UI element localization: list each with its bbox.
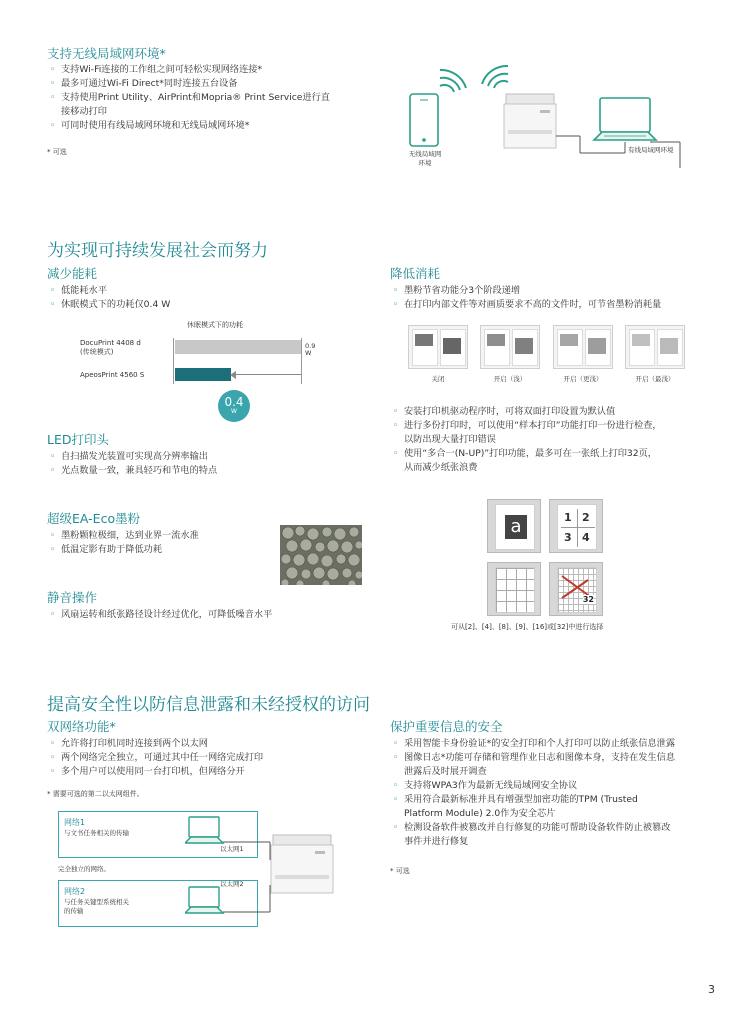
reduce-consumables-title: 降低消耗 [390, 266, 441, 281]
reduce-power-bullets [47, 284, 347, 312]
list-item: ◦ 支持Wi-Fi连接的工作组之间可轻松实现网络连接* [47, 63, 367, 77]
protect-title: 保护重要信息的安全 [390, 719, 503, 734]
list-item: 接移动打印 [61, 106, 107, 117]
quiet-title: 静音操作 [47, 590, 98, 605]
led-title: LED打印头 [47, 432, 109, 447]
toner-save-thumb-off [408, 325, 468, 369]
thumb-label-light: 开启（浅） [493, 375, 527, 383]
nup-tile-16 [487, 562, 541, 616]
network-2-title: 网络2 [64, 887, 86, 896]
toner-save-thumb-lighter [553, 325, 613, 369]
laptop-icon [594, 98, 656, 140]
list-item: ◦ 检测设备软件被篡改并自行修复的功能可帮助设备软件防止被篡改 [390, 821, 720, 835]
wifi-icon [482, 66, 508, 88]
list-item: ◦ 休眠模式下的功耗仅0.4 W [47, 298, 347, 312]
power-chart [80, 320, 340, 420]
list-item: ◦ 低能耗水平 [47, 284, 347, 298]
wireless-lan-label: 无线局域网 环境 [408, 150, 442, 167]
list-item: ◦ 安装打印机驱动程序时，可将双面打印设置为默认值 [390, 405, 720, 419]
list-item: ◦ 采用符合最新标准并具有增强型加密功能的TPM (Trusted [390, 793, 720, 807]
list-item: ◦ 墨粉颗粒极细，达到业界一流水准 [47, 529, 277, 543]
laptop-icon [185, 887, 223, 913]
toner-particles-image [280, 525, 362, 585]
printer-image [504, 94, 556, 148]
list-item: ◦ 使用“多合一(N-UP)”打印功能，最多可在一张纸上打印32页， [390, 447, 720, 461]
smartphone-icon [410, 94, 438, 146]
chart-title: 休眠模式下的功耗 [187, 321, 243, 329]
toner-save-thumb-lightest [625, 325, 685, 369]
toner-bullets [47, 529, 277, 557]
toner-save-thumb-light [480, 325, 540, 369]
protect-note: * 可选 [390, 867, 410, 875]
bar-new [175, 368, 231, 381]
network-1-desc: 与文书任务相关的传输 [64, 829, 129, 837]
list-item: 泄露后及时展开调查 [404, 766, 487, 777]
list-item: ◦ 墨粉节省功能分3个阶段递增 [390, 284, 710, 298]
bar1-label: DocuPrint 4408 d (传统模式) [80, 339, 141, 356]
list-item: ◦ 在打印内部文件等对画质要求不高的文件时，可节省墨粉消耗量 [390, 298, 710, 312]
bar1-value: 0.9 W [305, 342, 316, 357]
dual-network-note: * 需要可选的第二以太网组件。 [47, 790, 144, 798]
arrow-line [233, 374, 301, 375]
list-item: ◦ 进行多份打印时，可以使用“样本打印”功能打印一份进行检查， [390, 419, 720, 433]
list-item: ◦ 最多可通过Wi-Fi Direct*同时连接五台设备 [47, 77, 367, 91]
thumb-label-off: 关闭 [431, 375, 445, 383]
wifi-icon [440, 70, 466, 92]
list-item: ◦ 风扇运转和纸张路径设计经过优化，可降低噪音水平 [47, 608, 367, 622]
dual-network-bullets [47, 737, 367, 779]
list-item: ◦ 多个用户可以使用同一台打印机，但网络分开 [47, 765, 367, 779]
sustain-title: 为实现可持续发展社会而努力 [47, 241, 268, 261]
list-item: ◦ 采用智能卡身份验证*的安全打印和个人打印可以防止纸张信息泄露 [390, 737, 720, 751]
list-item: ◦ 自扫描发光装置可实现高分辨率输出 [47, 450, 347, 464]
protect-bullets [390, 737, 720, 849]
bar2-label: ApeosPrint 4560 S [80, 371, 145, 379]
list-item: ◦ 支持将WPA3作为最新无线局域网安全协议 [390, 779, 720, 793]
list-item: ◦ 两个网络完全独立，可通过其中任一网络完成打印 [47, 751, 367, 765]
ethernet-1-label: 以太网1 [220, 845, 244, 853]
led-bullets [47, 450, 347, 478]
wireless-note: * 可选 [47, 148, 67, 156]
nup-tile-1: a [487, 499, 541, 553]
isolation-note: 完全独立的网络。 [58, 865, 110, 873]
list-item: 事件并进行修复 [404, 836, 469, 847]
thumb-label-lightest: 开启（最浅） [635, 375, 675, 383]
bar-old [175, 340, 301, 354]
toner-save-bullets [390, 284, 710, 312]
quiet-bullets [47, 608, 367, 622]
list-item: ◦ 允许将打印机同时连接到两个以太网 [47, 737, 367, 751]
reduce-power-title: 减少能耗 [47, 266, 98, 281]
arrow-icon [558, 568, 598, 614]
list-item: ◦ 低温定影有助于降低功耗 [47, 543, 277, 557]
paper-save-bullets [390, 405, 720, 475]
nup-tile-4: 1 2 3 4 [549, 499, 603, 553]
list-item: 从而减少纸张浪费 [404, 462, 478, 473]
thumb-label-lighter: 开启（更浅） [563, 375, 603, 383]
network-1-title: 网络1 [64, 818, 86, 827]
list-item: 以防出现大量打印错误 [404, 434, 496, 445]
printer-image [271, 835, 333, 893]
toner-title: 超级EA-Eco墨粉 [47, 511, 141, 526]
nup-tile-32: 32 [549, 562, 603, 616]
laptop-icon [185, 817, 223, 843]
wireless-title: 支持无线局域网环境* [47, 46, 166, 61]
nup-caption: 可从[2]、[4]、[8]、[9]、[16]或[32]中进行选择 [451, 623, 604, 631]
dual-network-graphic [185, 815, 355, 925]
security-title: 提高安全性以防信息泄露和未经授权的访问 [47, 695, 370, 715]
list-item: Platform Module) 2.0作为安全芯片 [404, 808, 556, 819]
list-item: ◦ 支持使用Print Utility、AirPrint和Mopria® Print Service进行直 [47, 91, 367, 105]
list-item: ◦ 可同时使用有线局域网环境和无线局域网环境* [47, 119, 367, 133]
network-2-desc: 与任务关键型系统相关 的传输 [64, 898, 129, 915]
page-number: 3 [708, 983, 715, 996]
wired-lan-label: 有线局域网环境 [628, 146, 674, 154]
dual-network-title: 双网络功能* [47, 719, 116, 734]
ethernet-2-label: 以太网2 [220, 880, 244, 888]
wireless-bullets [47, 63, 367, 133]
arrow-left-icon [230, 371, 236, 379]
power-bubble: 0.4 W [218, 390, 250, 422]
list-item: ◦ 光点数量一致，兼具轻巧和节电的特点 [47, 464, 347, 478]
list-item: ◦ 图像日志*功能可存储和管理作业日志和图像本身，支持在发生信息 [390, 751, 720, 765]
